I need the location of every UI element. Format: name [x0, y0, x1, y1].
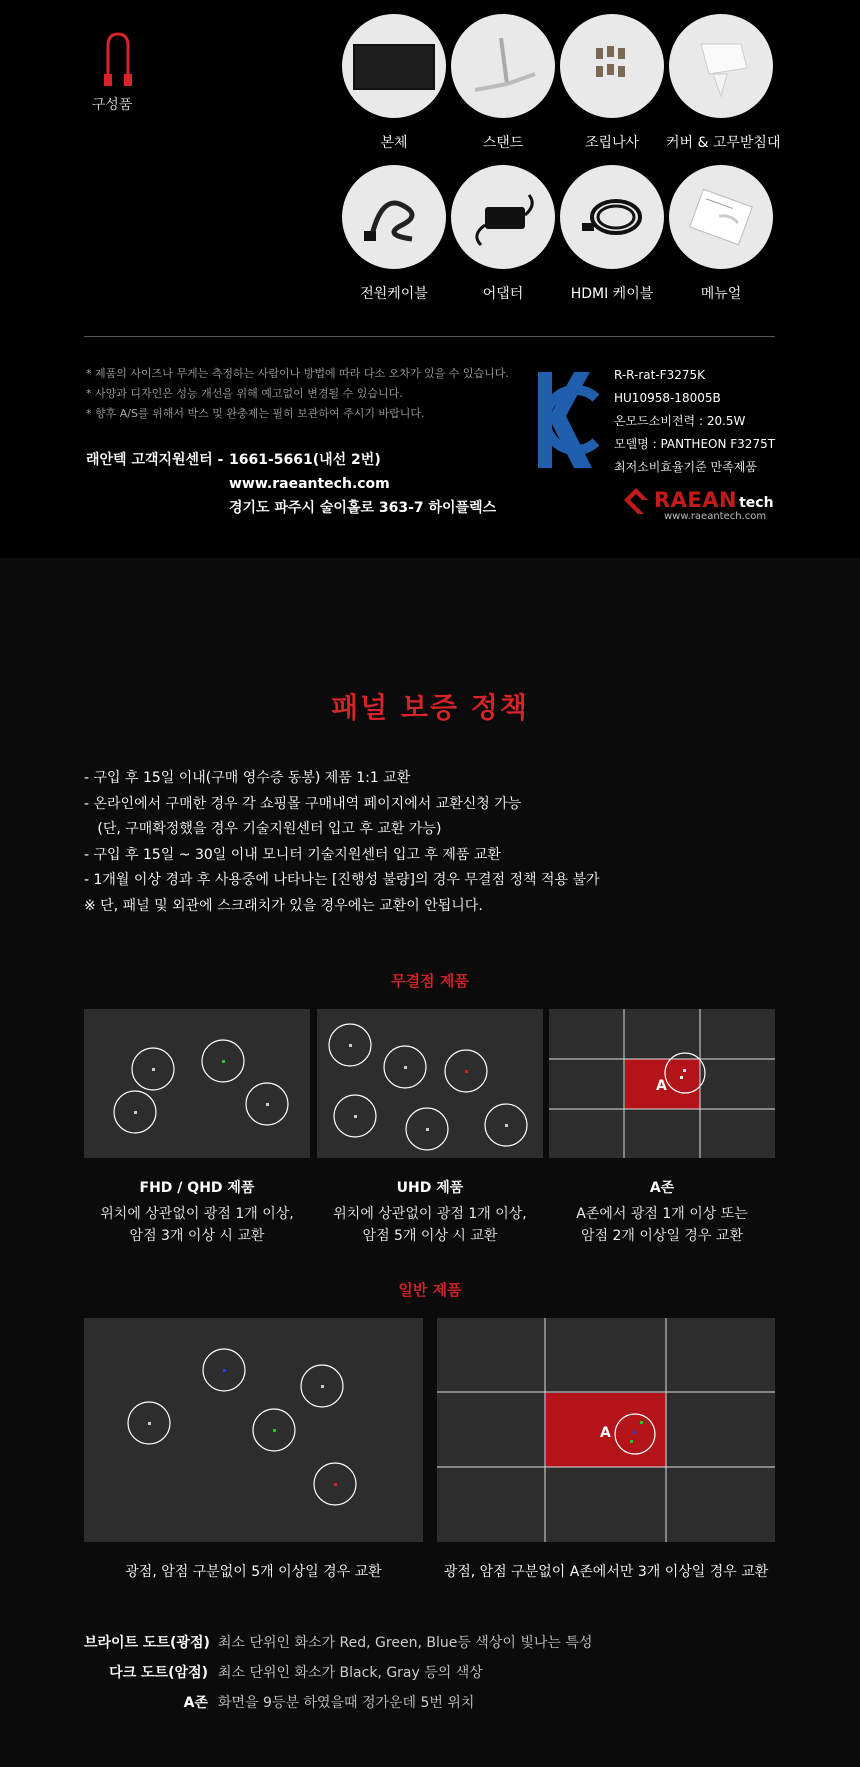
- cable-icon: [100, 30, 136, 88]
- panel-desc: 암점 3개 이상 시 교환: [129, 1228, 265, 1244]
- component-manual: [666, 165, 776, 303]
- panel-desc: 암점 5개 이상 시 교환: [362, 1228, 498, 1244]
- cert-line: 온모드소비전력 : 20.5W: [614, 414, 746, 428]
- components-label: 구성품: [91, 97, 133, 113]
- panel-desc: 암점 2개 이상일 경우 교환: [581, 1228, 743, 1244]
- power-cable-icon: [342, 165, 446, 269]
- brand-name: RAEAN tech: [654, 488, 774, 512]
- note-line: * 제품의 사이즈나 무게는 측정하는 사람이나 방법에 따라 다소 오차가 있을 수 있습니다.: [86, 367, 509, 380]
- cert-line: R-R-rat-F3275K: [614, 368, 705, 382]
- panel-title: FHD / QHD 제품: [139, 1180, 255, 1196]
- general-a-zone-panel: [437, 1318, 775, 1542]
- definition-desc: 최소 단위인 화소가 Red, Green, Blue등 색상이 빛나는 특성: [218, 1635, 593, 1651]
- component-adapter: [448, 165, 558, 303]
- policy-item: (단, 구매확정했을 경우 기술지원센터 입고 후 교환 가능): [84, 821, 442, 837]
- component-stand: [448, 14, 558, 152]
- section-divider: [84, 336, 775, 337]
- component-power-cable: [339, 165, 449, 303]
- definition-desc: 최소 단위인 화소가 Black, Gray 등의 색상: [218, 1665, 483, 1681]
- zone-label: A: [600, 1425, 611, 1441]
- component-cover: [666, 14, 781, 152]
- definition-desc: 화면을 9등분 하였을때 정가운데 5번 위치: [218, 1695, 475, 1711]
- brand-suffix: tech: [739, 495, 774, 511]
- raean-logo-icon: [620, 484, 652, 518]
- policy-title: 패널 보증 정책: [331, 691, 529, 724]
- policy-list: [84, 766, 600, 919]
- adapter-icon: [451, 165, 555, 269]
- support-phone: 1661-5661(내선 2번): [229, 452, 381, 468]
- component-label: HDMI 케이블: [570, 286, 654, 302]
- support-website: www.raeantech.com: [229, 476, 390, 492]
- customer-support: [86, 448, 496, 520]
- panel-title: UHD 제품: [396, 1180, 464, 1196]
- a-zone-diagram: [549, 1009, 775, 1158]
- a-zone-diagram: [437, 1318, 775, 1542]
- component-label: 어댑터: [482, 286, 524, 302]
- general-dots-panel: [84, 1318, 423, 1542]
- fhd-qhd-caption: [84, 1173, 310, 1247]
- general-section-title: 일반 제품: [398, 1281, 462, 1299]
- component-label: 본체: [380, 135, 408, 151]
- hdmi-cable-icon: [560, 165, 664, 269]
- product-notes: [86, 364, 526, 424]
- certification-info: [614, 364, 775, 479]
- dot-diagram: [84, 1009, 310, 1158]
- component-label: 스탠드: [482, 135, 524, 151]
- definition-row: [84, 1688, 592, 1718]
- stand-icon: [451, 14, 555, 118]
- cert-line: 최저소비효율기준 만족제품: [614, 460, 757, 474]
- dot-diagram: [317, 1009, 543, 1158]
- uhd-caption: [317, 1173, 543, 1247]
- component-label: 조립나사: [584, 135, 640, 151]
- panel-title: A존: [649, 1180, 675, 1196]
- monitor-icon: [342, 14, 446, 118]
- perfect-section-title: 무결점 제품: [391, 972, 469, 990]
- definition-row: [84, 1658, 592, 1688]
- component-hdmi-cable: [557, 165, 667, 303]
- component-label: 전원케이블: [360, 286, 428, 302]
- note-line: * 사양과 디자인은 성능 개선을 위해 예고없이 변경될 수 있습니다.: [86, 387, 403, 400]
- panel-desc: 위치에 상관없이 광점 1개 이상,: [100, 1206, 294, 1222]
- general-a-zone-caption: 광점, 암점 구분없이 A존에서만 3개 이상일 경우 교환: [443, 1564, 769, 1580]
- general-dots-caption: 광점, 암점 구분없이 5개 이상일 경우 교환: [125, 1564, 382, 1580]
- definitions: [84, 1628, 592, 1718]
- component-label: 커버 & 고무받침대: [666, 135, 781, 151]
- components-header: [91, 30, 140, 114]
- note-line: * 향후 A/S를 위해서 박스 및 완충제는 필히 보관하여 주시기 바랍니다.: [86, 407, 425, 420]
- support-address: 경기도 파주시 술이홀로 363-7 하이플렉스: [229, 500, 497, 516]
- manual-icon: [669, 165, 773, 269]
- a-zone-panel: [549, 1009, 775, 1158]
- fhd-qhd-panel: [84, 1009, 310, 1158]
- screws-icon: [560, 14, 664, 118]
- brand-logo: [620, 484, 778, 524]
- definition-row: [84, 1628, 592, 1658]
- policy-item: - 1개월 이상 경과 후 사용중에 나타나는 [진행성 불량]의 경우 무결점 정책 적용 불가: [84, 872, 600, 888]
- support-label: 래안텍 고객지원센터 -: [86, 452, 224, 468]
- a-zone-caption: [549, 1173, 775, 1247]
- definition-term: 브라이트 도트(광점): [84, 1635, 210, 1651]
- definition-term: 다크 도트(암점): [109, 1665, 208, 1681]
- brand-url: www.raeantech.com: [664, 511, 767, 522]
- policy-item: - 구입 후 15일 ~ 30일 이내 모니터 기술지원센터 입고 후 제품 교환: [84, 846, 501, 863]
- definition-term: A존: [183, 1695, 208, 1711]
- zone-label: A: [656, 1078, 667, 1094]
- panel-desc: A존에서 광점 1개 이상 또는: [576, 1206, 748, 1222]
- policy-item: - 구입 후 15일 이내(구매 영수증 동봉) 제품 1:1 교환: [84, 770, 411, 786]
- panel-desc: 위치에 상관없이 광점 1개 이상,: [333, 1206, 527, 1222]
- component-label: 메뉴얼: [700, 286, 742, 302]
- cert-line: 모델명 : PANTHEON F3275T: [614, 437, 776, 451]
- policy-item: ※ 단, 패널 및 외관에 스크래치가 있을 경우에는 교환이 안됩니다.: [84, 897, 483, 914]
- dot-diagram: [84, 1318, 423, 1542]
- component-monitor: [339, 14, 449, 152]
- policy-item: - 온라인에서 구매한 경우 각 쇼핑몰 구매내역 페이지에서 교환신청 가능: [84, 795, 522, 812]
- kc-mark-icon: [534, 368, 600, 472]
- components-section: [0, 0, 860, 558]
- cover-icon: [669, 14, 773, 118]
- uhd-panel: [317, 1009, 543, 1158]
- component-screws: [557, 14, 667, 152]
- cert-line: HU10958-18005B: [614, 391, 721, 405]
